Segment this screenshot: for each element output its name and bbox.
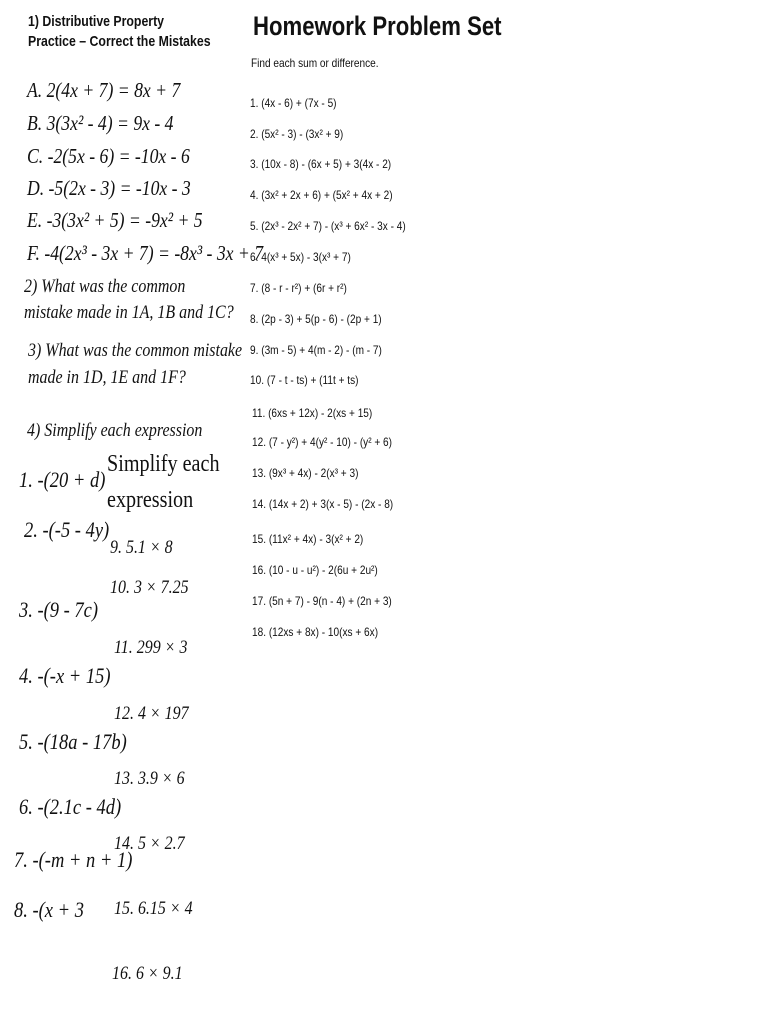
problem-4: 4. (3x² + 2x + 6) + (5x² + 4x + 2) <box>250 188 393 202</box>
simplify-item-2: 2. -(-5 - 4y) <box>24 517 110 542</box>
simplify-item-5: 5. -(18a - 17b) <box>19 729 127 754</box>
problem-15: 15. (11x² + 4x) - 3(x² + 2) <box>252 532 364 546</box>
mistake-c: C. -2(5x - 6) = -10x - 6 <box>27 144 190 168</box>
multiply-item-13: 13. 3.9 × 6 <box>114 768 185 789</box>
question-2-line1: 2) What was the common <box>24 276 186 297</box>
mistake-e: E. -3(3x² + 5) = -9x² + 5 <box>27 208 203 232</box>
multiply-item-14: 14. 5 × 2.7 <box>114 833 185 854</box>
problem-1: 1. (4x - 6) + (7x - 5) <box>250 96 337 110</box>
problem-10: 10. (7 - t - ts) + (11t + ts) <box>250 373 359 387</box>
problem-8: 8. (2p - 3) + 5(p - 6) - (2p + 1) <box>250 312 382 326</box>
multiply-item-16: 16. 6 × 9.1 <box>112 963 183 984</box>
mistake-b: B. 3(3x² - 4) = 9x - 4 <box>27 111 174 135</box>
multiply-item-9: 9. 5.1 × 8 <box>110 537 173 558</box>
problem-5: 5. (2x³ - 2x² + 7) - (x³ + 6x² - 3x - 4) <box>250 219 406 233</box>
problem-14: 14. (14x + 2) + 3(x - 5) - (2x - 8) <box>252 497 394 511</box>
problem-9: 9. (3m - 5) + 4(m - 2) - (m - 7) <box>250 343 382 357</box>
problem-6: 6. 4(x³ + 5x) - 3(x³ + 7) <box>250 250 351 264</box>
mistake-a: A. 2(4x + 7) = 8x + 7 <box>27 78 181 102</box>
question-4: 4) Simplify each expression <box>27 420 203 441</box>
simplify-item-3: 3. -(9 - 7c) <box>19 597 99 622</box>
problem-16: 16. (10 - u - u²) - 2(6u + 2u²) <box>252 563 378 577</box>
problem-11: 11. (6xs + 12x) - 2(xs + 15) <box>252 406 373 420</box>
question-3-line2: made in 1D, 1E and 1F? <box>28 367 186 388</box>
simplify-heading-line1: Simplify each <box>107 451 220 477</box>
section-title-line1: 1) Distributive Property <box>28 13 165 30</box>
simplify-item-8: 8. -(x + 3 <box>14 897 84 922</box>
simplify-item-1: 1. -(20 + d) <box>19 467 106 492</box>
multiply-item-10: 10. 3 × 7.25 <box>110 577 189 598</box>
homework-instructions: Find each sum or difference. <box>251 56 379 70</box>
multiply-item-15: 15. 6.15 × 4 <box>114 898 193 919</box>
simplify-item-4: 4. -(-x + 15) <box>19 663 111 688</box>
question-3-line1: 3) What was the common mistake <box>28 340 243 361</box>
problem-7: 7. (8 - r - r²) + (6r + r²) <box>250 281 347 295</box>
problem-2: 2. (5x² - 3) - (3x² + 9) <box>250 127 344 141</box>
problem-18: 18. (12xs + 8x) - 10(xs + 6x) <box>252 625 379 639</box>
homework-title: Homework Problem Set <box>253 11 502 41</box>
question-2-line2: mistake made in 1A, 1B and 1C? <box>24 302 234 323</box>
simplify-heading-line2: expression <box>107 487 194 513</box>
section-title-line2: Practice – Correct the Mistakes <box>28 33 211 50</box>
multiply-item-11: 11. 299 × 3 <box>114 637 188 658</box>
simplify-item-7: 7. -(-m + n + 1) <box>14 847 133 872</box>
mistake-d: D. -5(2x - 3) = -10x - 3 <box>27 176 191 200</box>
problem-13: 13. (9x³ + 4x) - 2(x³ + 3) <box>252 466 359 480</box>
problem-17: 17. (5n + 7) - 9(n - 4) + (2n + 3) <box>252 594 392 608</box>
problem-12: 12. (7 - y²) + 4(y² - 10) - (y² + 6) <box>252 435 393 449</box>
problem-3: 3. (10x - 8) - (6x + 5) + 3(4x - 2) <box>250 157 392 171</box>
mistake-f: F. -4(2x³ - 3x + 7) = -8x³ - 3x + 7 <box>27 241 264 265</box>
simplify-item-6: 6. -(2.1c - 4d) <box>19 794 122 819</box>
multiply-item-12: 12. 4 × 197 <box>114 703 189 724</box>
